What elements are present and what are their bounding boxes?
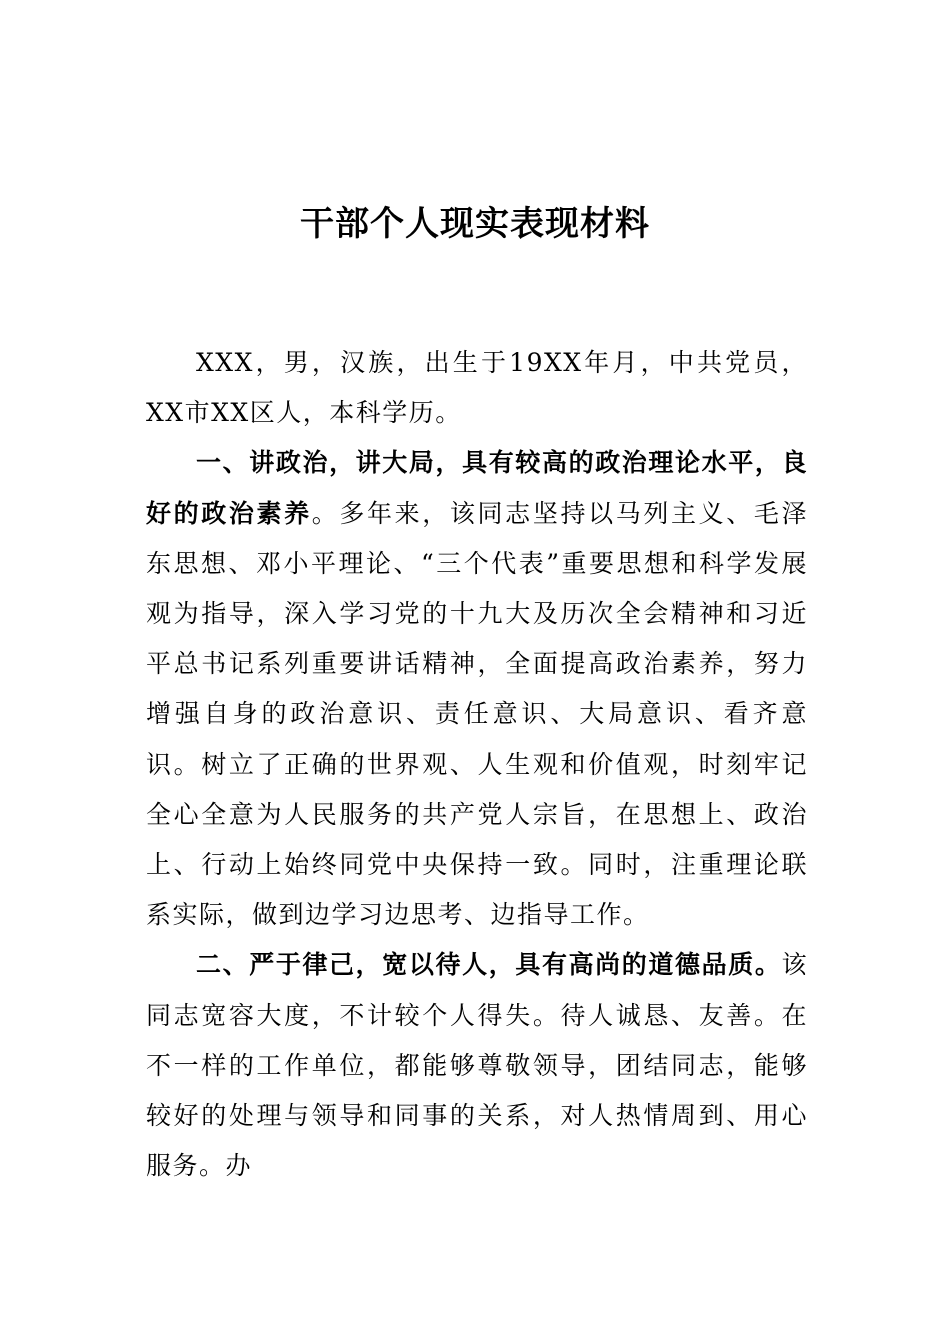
paragraph-intro-text: XXX，男，汉族，出生于19XX年月，中共党员，XX市XX区人，本科学历。 <box>146 348 808 428</box>
document-body <box>146 338 808 1191</box>
section-2-text: 该同志宽容大度，不计较个人得失。待人诚恳、友善。在不一样的工作单位，都能够尊敬领导，团结同志，能够较好的处理与领导和同事的关系，对人热情周到、用心服务。办 <box>146 950 808 1181</box>
paragraph-section-2 <box>146 940 808 1191</box>
paragraph-intro <box>146 338 808 438</box>
section-2-heading: 二、严于律己，宽以待人，具有高尚的道德品质。 <box>196 950 782 980</box>
paragraph-section-1 <box>146 438 808 940</box>
document-title: 干部个人现实表现材料 <box>300 204 650 244</box>
section-1-text: 。多年来，该同志坚持以马列主义、毛泽东思想、邓小平理论、“三个代表”重要思想和科学发展观为指导，深入学习党的十九大及历次全会精神和习近平总书记系列重要讲话精神，全面提高政治素养，努力增强自身的政治意识、责任意识、大局意识、看齐意识。树立了正确的世界观、人生观和价值观，时刻牢记全心全意为人民服务的共产党人宗旨，在思想上、政治上、行动上始终同党中央保持一致。同时，注重理论联系实际，做到边学习边思考、边指导工作。 <box>146 498 808 930</box>
section-1-heading: 一、讲政治，讲大局，具有较高的政治理论水平，良好的政治素养 <box>146 448 808 528</box>
